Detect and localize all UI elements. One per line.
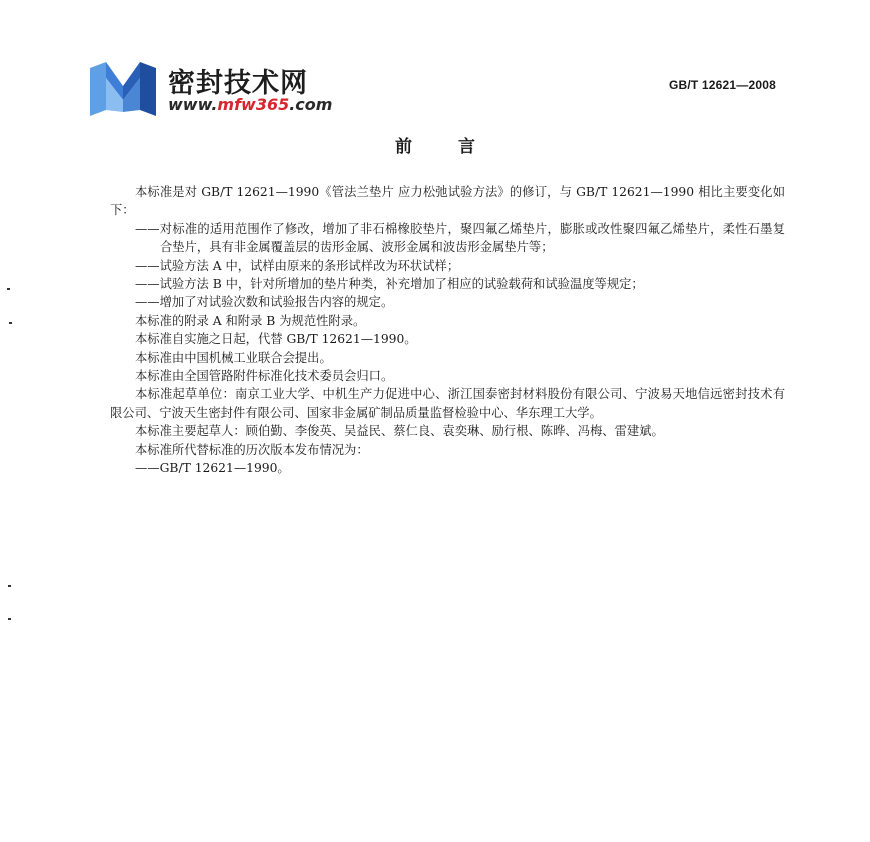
paragraph: 本标准的附录 A 和附录 B 为规范性附录。 (135, 313, 366, 328)
site-logo (88, 60, 388, 118)
paragraph: 本标准由全国管路附件标准化技术委员会归口。 (135, 369, 394, 384)
scan-speck (8, 618, 11, 620)
paragraph: 本标准主要起草人：顾伯勤、李俊英、吴益民、蔡仁良、袁奕琳、励行根、陈晔、冯梅、雷建斌。 (135, 424, 664, 439)
logo-url-prefix: www. (168, 95, 218, 114)
paragraph: 本标准由中国机械工业联合会提出。 (135, 350, 332, 365)
dash-list-item: ——增加了对试验次数和试验报告内容的规定。 (135, 295, 394, 310)
scan-speck (8, 585, 11, 587)
dash-list-item: ——试验方法 B 中，针对所增加的垫片种类，补充增加了相应的试验载荷和试验温度等规定； (135, 277, 644, 292)
scan-speck (9, 322, 12, 324)
dash-list-item: ——试验方法 A 中，试样由原来的条形试样改为环状试样； (135, 258, 460, 273)
standard-code: GB/T 12621—2008 (668, 78, 776, 92)
logo-url-highlight: mfw365 (217, 95, 290, 114)
body-text (110, 183, 785, 478)
dash-list-item: ——对标准的适用范围作了修改，增加了非石棉橡胶垫片，聚四氟乙烯垫片，膨胀或改性聚四氟乙烯垫片，柔性石墨复合垫片，具有非金属覆盖层的齿形金属、波形金属和波齿形金属垫片等； (135, 221, 785, 255)
paragraph: 本标准所代替标准的历次版本发布情况为： (135, 442, 369, 457)
logo-url (168, 95, 332, 114)
page-title: 前言 (395, 137, 521, 157)
scan-speck (7, 288, 10, 290)
paragraph: 本标准起草单位：南京工业大学、中机生产力促进中心、浙江国泰密封材料股份有限公司、宁波易天地信远密封技术有限公司、宁波天生密封件有限公司、国家非金属矿制品质量监督检验中心、华东理工大学。 (110, 387, 785, 420)
paragraph: 本标准自实施之日起，代替 GB/T 12621—1990。 (135, 332, 417, 347)
paragraph: 本标准是对 GB/T 12621—1990《管法兰垫片 应力松弛试验方法》的修订，与 GB/T 12621—1990 相比主要变化如下： (110, 185, 785, 218)
logo-name: 密封技术网 (168, 68, 308, 99)
logo-url-suffix: .com (289, 95, 333, 114)
logo-m-icon (88, 60, 158, 116)
dash-list-item: ——GB/T 12621—1990。 (135, 461, 290, 476)
